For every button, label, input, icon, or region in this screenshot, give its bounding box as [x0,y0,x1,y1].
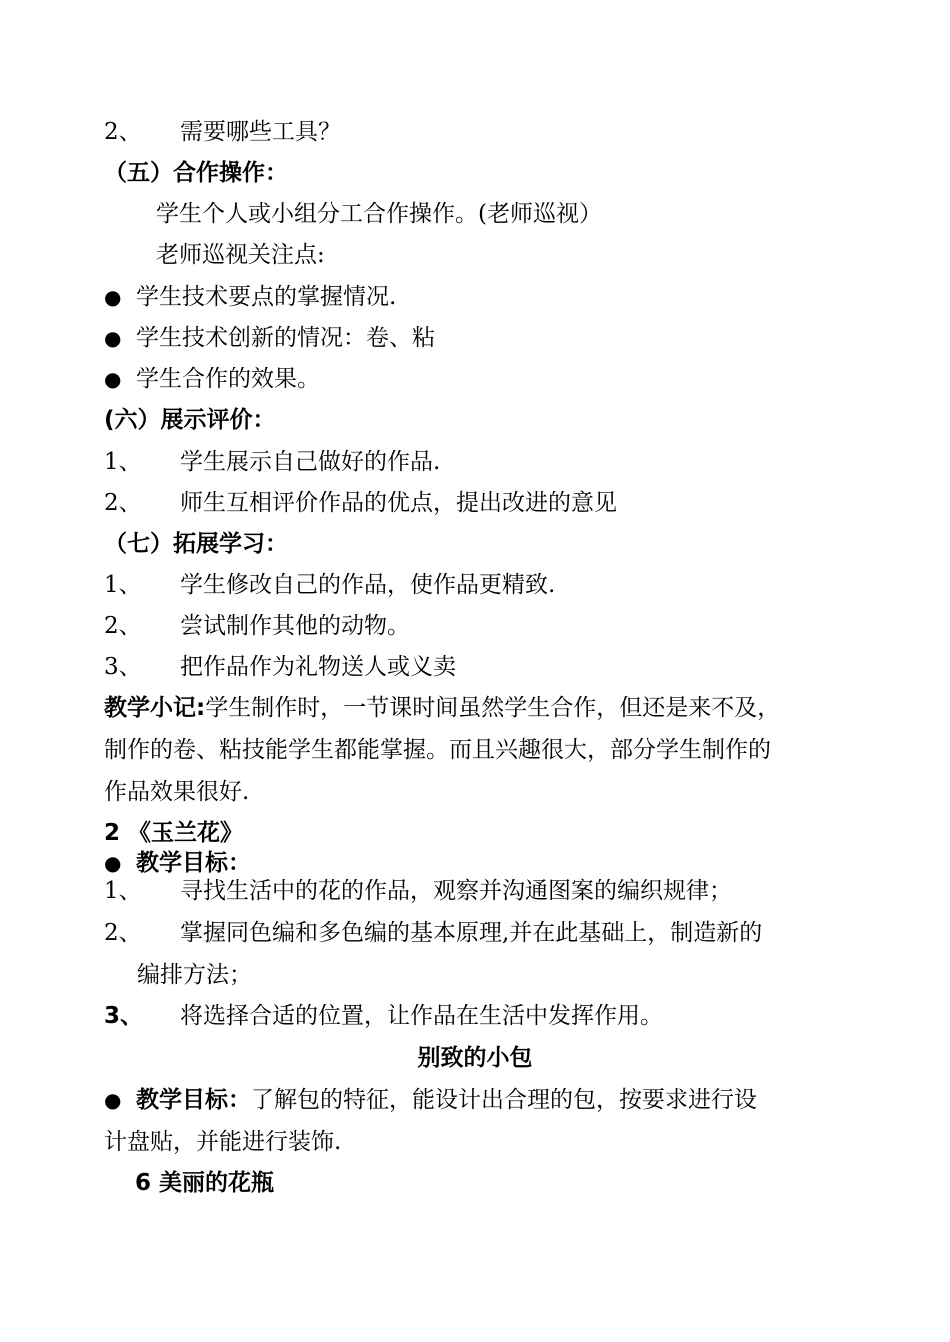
item-number: 3、 [104,1003,144,1029]
item-text: 师生互相评价作品的优点，提出改进的意见 [180,490,617,516]
item-number: 1、 [104,572,142,598]
item-number: 2、 [104,490,142,516]
bullet-item [104,364,320,394]
goals-heading-text: 教学目标： [136,850,251,876]
lesson-title: 6 美丽的花瓶 [135,1170,275,1196]
list-item [104,652,456,682]
item-number: 1、 [104,878,142,904]
list-item [104,488,617,518]
item-number: 2、 [104,613,142,639]
item-continuation: 编排方法； [137,962,252,988]
item-number: 2、 [104,119,142,145]
section-heading-6: (六）展示评价： [104,407,276,433]
item-text: 学生展示自己做好的作品. [180,449,441,475]
item-text: 学生修改自己的作品，使作品更精致. [180,572,556,598]
bullet-icon: ● [104,851,122,875]
bullet-icon: ● [104,285,122,309]
bag-goals [104,1085,757,1115]
bag-title: 别致的小包 [417,1045,533,1071]
bullet-icon: ● [104,367,122,391]
item-number: 3、 [104,654,142,680]
item-text: 掌握同色编和多色编的基本原理,并在此基础上，制造新的 [180,920,763,946]
goals-heading [104,848,251,878]
list-item [104,918,762,948]
section-heading-5: （五）合作操作： [104,160,288,186]
bullet-icon: ● [104,326,122,350]
list-item [104,447,440,477]
list-item [104,876,732,906]
bullet-text: 学生技术创新的情况：卷、粘 [136,325,435,351]
bullet-item [104,282,396,312]
bullet-icon: ● [104,1088,122,1112]
item-number: 1、 [104,449,142,475]
notes-label: 教学小记: [104,695,206,721]
list-item [104,611,410,641]
list-item [104,1001,663,1031]
notes-line: 作品效果很好. [104,779,250,805]
goals-text: 了解包的特征，能设计出合理的包，按要求进行设 [251,1087,757,1113]
bullet-item [104,323,435,353]
bullet-text: 学生技术要点的掌握情况. [136,284,397,310]
section-heading-7: （七）拓展学习： [104,531,288,557]
paragraph: 老师巡视关注点: [156,242,325,268]
notes-text: 学生制作时，一节课时间虽然学生合作，但还是来不及， [205,695,781,721]
list-item [104,570,555,600]
item-text: 寻找生活中的花的作品，观察并沟通图案的编织规律； [180,878,732,904]
item-text: 把作品作为礼物送人或义卖 [180,654,456,680]
paragraph: 学生个人或小组分工合作操作。(老师巡视） [156,201,602,227]
list-item [104,117,341,147]
notes-line: 制作的卷、粘技能学生都能掌握。而且兴趣很大，部分学生制作的 [104,737,771,763]
notes-paragraph [104,693,780,723]
item-number: 2、 [104,920,142,946]
item-text: 尝试制作其他的动物。 [180,613,410,639]
goals-continuation: 计盘贴，并能进行装饰. [104,1129,342,1155]
item-text: 需要哪些工具？ [180,119,341,145]
item-text: 将选择合适的位置，让作品在生活中发挥作用。 [180,1003,663,1029]
lesson-title: 2 《玉兰花》 [104,820,244,846]
goals-label: 教学目标： [136,1087,251,1113]
bullet-text: 学生合作的效果。 [136,366,320,392]
